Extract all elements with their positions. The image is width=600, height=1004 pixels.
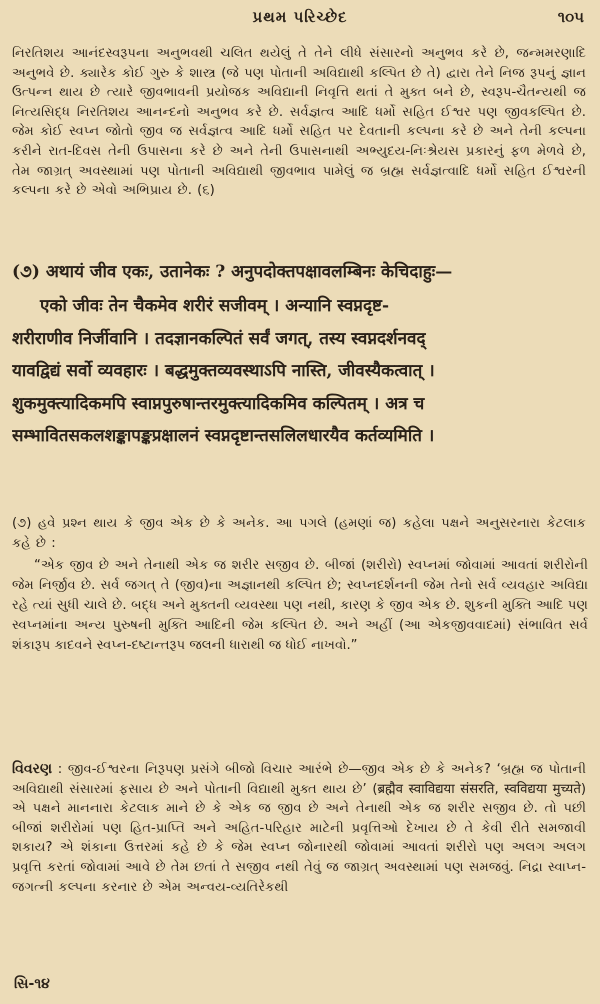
sanskrit-verse (12, 290, 588, 453)
page-number: ૧૦૫ (557, 8, 584, 26)
sanskrit-line: शरीराणीव निर्जीवानि । तदज्ञानकल्पितं सर्वं जगत्, तस्य स्वप्नदर्शनवद् (12, 328, 426, 349)
sanskrit-line: यावद्विद्यं सर्वो व्यवहारः । बद्धमुक्तव्यवस्थाऽपि नास्ति, जीवस्यैकत्वात् । (12, 361, 435, 381)
sanskrit-heading: (૭) अथायं जीव एकः, उतानेकः ? अनुपदोक्तपक्षावलम्बिनः केचिदाहुः— (12, 262, 453, 282)
vivaran-label: વિવરણ (12, 761, 53, 777)
paragraph-translation-7: (૭) હવે પ્રશ્ન થાય કે જીવ એક છે કે અનેક. આ પગલે (હમણાં જ) કહેલા પક્ષને અનુસરનારા કેટલાક કહે છે : (12, 516, 586, 551)
paragraph-commentary-6: નિરતિશય આનંદસ્વરૂપના અનુભવથી ચલિત થયેલું તે તેને લીધે સંસારનો અનુભવ કરે છે, જન્મમરણાદિ અનુભવે છે. ક્યારેક કોઈ ગુરુ કે શાસ્ત્ર (જે પણ પોતાની અવિદ્યાથી કલ્પિત છે તે) દ્વારા તેને નિજ રૂપનું જ્ઞાન ઉત્પન્ન થાય છે ત્યારે જીવભાવની પ્રયોજક અવિદ્યાની નિવૃત્તિ થતાં તે મુક્ત બને છે, સ્વરૂપ-ચૈતન્યથી જ નિત્યસિદ્ધ નિરતિશય આનન્દનો અનુભવ કરે છે. સર્વજ્ઞત્વ આદિ ધર્મો સહિત ઈશ્વર પણ જીવકલ્પિત છે. જેમ કોઈ સ્વપ્ન જોતો જીવ જ સર્વજ્ઞત્વ આદિ ધર્મો સહિત પર દેવતાની કલ્પના કરે છે અને તેની કલ્પના કરીને રાત-દિવસ તેની ઉપાસના કરે છે અને તેની ઉપાસનાથી અભ્યુદય-નિઃશ્રેયસ પ્રકારનું ફળ મેળવે છે, તેમ જાગ્રત્ અવસ્થામાં પણ પોતાની અવિદ્યાથી જીવભાવ પામેલું જ બ્રહ્મ સર્વજ્ઞત્વાદિ ધર્મો સહિત ઈશ્વરની કલ્પના કરે છે એવો અભિપ્રાય છે. (૬) (12, 46, 586, 199)
sanskrit-line: सम्भावितसकलशङ्कापङ्कप्रक्षालनं स्वप्नदृष्टान्तसलिलधारयैव कर्तव्यमिति । (12, 426, 435, 446)
sanskrit-line: शुकमुक्त्यादिकमपि स्वाप्नपुरुषान्तरमुक्त्यादिकमिव कल्पितम् । अत्र च (12, 393, 425, 414)
footer-signature: સિ-૧૪ (14, 976, 50, 992)
quoted-translation: “એક જીવ છે અને તેનાથી એક જ શરીર સજીવ છે. બીજાં (શરીરો) સ્વપ્નમાં જોવામાં આવતાં શરીરોની જેમ નિર્જીવ છે. સર્વ જગત્ તે (જીવ)ના અજ્ઞાનથી કલ્પિત છે; સ્વપ્નદર્શનની જેમ તેનો સર્વ વ્યવહાર અવિદ્યા રહે ત્યાં સુધી ચાલે છે. બદ્ધ અને મુક્તની વ્યવસ્થા પણ નથી, કારણ કે જીવ એક છે. શુકની મુક્તિ આદિ પણ સ્વપ્નમાંના અન્ય પુરુષની મુક્તિ આદિની જેમ કલ્પિત છે. અને અહીં (આ એકજીવવાદમાં) સંભાવિત સર્વ શંકારૂપ કાદવને સ્વપ્ન-દષ્ટાન્તરૂપ જલની ધારાથી જ ધોઈ નાખવો.” (12, 558, 588, 653)
running-title: પ્રથમ પરિચ્છેદ (252, 8, 348, 26)
paragraph-vivaran (12, 760, 586, 897)
page-header (0, 8, 600, 30)
sanskrit-line: एको जीवः तेन चैकमेव शरीरं सजीवम् । अन्यानि स्वप्नदृष्ट- (40, 296, 389, 316)
vivaran-text: : જીવ-ઈશ્વરના નિરૂપણ પ્રસંગે બીજો વિચાર આરંભે છે—જીવ એક છે કે અનેક? ‘બ્રહ્મ જ પોતાની અવિદ્યાથી સંસારમાં ફસાય છે અને પોતાની વિદ્યાથી મુક્ત થાય છે’ (ब्रह्मैव स्वाविद्यया संसरति, स्वविद्यया मुच्यते) એ પક્ષને માનનારા કેટલાક માને છે કે એક જ જીવ છે અને તેનાથી એક જ શરીર સજીવ છે. તો પછી બીજાં શરીરોમાં પણ હિત-પ્રાપ્તિ અને અહિત-પરિહાર માટેની પ્રવૃત્તિઓ દેખાય છે તે કેવી રીતે સમજાવી શકાય? એ શંકાના ઉત્તરમાં કહે છે કે જેમ સ્વપ્ન જોનારથી જોવામાં આવતાં શરીરો પણ અલગ અલગ પ્રવૃત્તિ કરતાં જોવામાં આવે છે તેમ છતાં તે સજીવ નથી તેવું જ જાગ્રત્ અવસ્થામાં પણ સમજવું. નિદ્રા સ્વાપ્ન-જગત્ની કલ્પના કરનાર છે એમ અન્વય-વ્યતિરેકથી (12, 762, 586, 895)
